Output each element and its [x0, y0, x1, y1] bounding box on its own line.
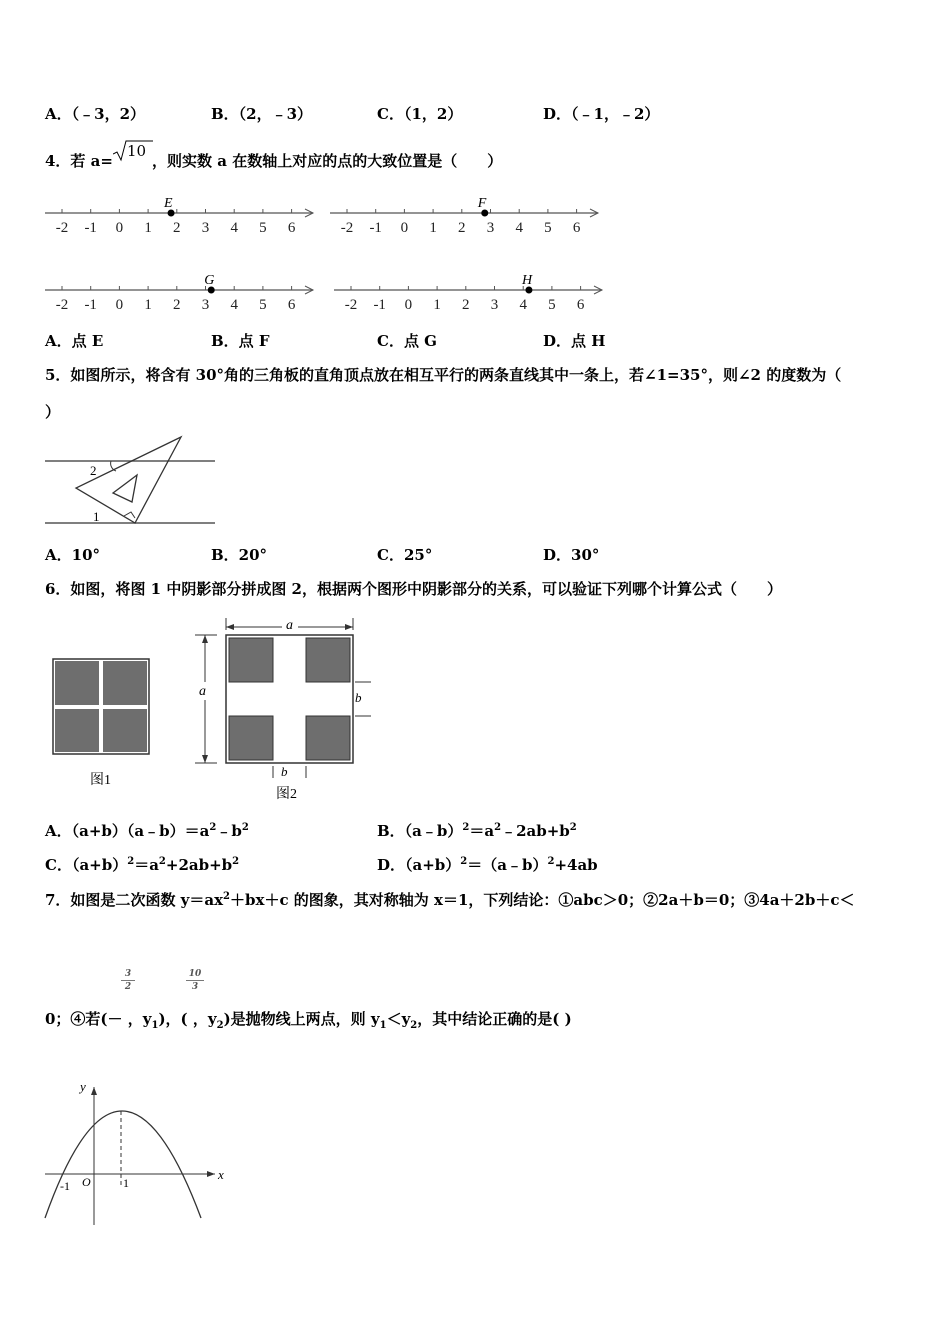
q4-option-d: D．点 H: [543, 332, 606, 350]
q6-option-b: B．$(a﹣b)^2=a^2﹣2ab+b^2$: [377, 822, 577, 840]
q7-stem-line1: 7．如图是二次函数 $y=ax^2+bx+c$ 的图象，其对称轴为 x＝1，下列结论：①abc＞0；②2a＋b＝0；③4a＋2b＋c＜: [45, 891, 855, 909]
fraction-10-3: $\frac{10}{3}$: [186, 968, 204, 993]
figure-2-top-dim-a: a: [286, 618, 293, 633]
sqrt-radicand: 10: [126, 142, 147, 160]
point-label-F: F: [477, 196, 487, 211]
number-line-tick-label: 2: [173, 297, 181, 313]
triangle-inner: [113, 475, 137, 502]
number-line-tick-label: 4: [519, 297, 527, 313]
q4-option-b: B．点 F: [211, 332, 270, 350]
number-line-tick-label: 3: [201, 297, 210, 313]
number-line-tick-label: -2: [55, 220, 69, 236]
number-line-tick-label: -2: [55, 297, 69, 313]
number-line-tick-label: 0: [115, 297, 124, 313]
figure-2-left-dim-a: a: [199, 684, 206, 699]
point-label-G: G: [204, 273, 215, 288]
q6-stem: 6．如图，将图 1 中阴影部分拼成图 2，根据两个图形中阴影部分的关系，可以验证下列哪个计算公式（ ）: [45, 580, 782, 598]
number-line-tick-label: 3: [486, 220, 495, 236]
number-line-tick-label: 0: [115, 220, 124, 236]
number-line-F: [330, 196, 598, 236]
number-line-tick-label: 6: [287, 297, 296, 313]
number-line-tick-label: 0: [400, 220, 409, 236]
number-line-tick-label: -1: [369, 220, 382, 236]
figure-2-caption: 图2: [276, 787, 297, 802]
q4-option-a: A．点 E: [45, 332, 104, 350]
figure-2-right-dim-b: b: [355, 690, 362, 705]
number-line-tick-label: 1: [144, 220, 152, 236]
number-line-tick-label: -2: [344, 297, 358, 313]
x-axis-label: x: [218, 1167, 224, 1182]
tick-label-neg1: -1: [60, 1179, 70, 1193]
q5-option-b: B．20°: [211, 546, 268, 564]
q6-option-a: A．$(a+b)(a﹣b)=a^2﹣b^2$: [45, 822, 249, 840]
number-line-tick-label: 4: [230, 297, 238, 313]
q6-option-d: D．$(a+b)^2=(a﹣b)^2+4ab$: [377, 856, 598, 874]
number-line-E: [45, 196, 313, 236]
number-line-tick-label: 3: [201, 220, 210, 236]
number-line-tick-label: 0: [404, 297, 413, 313]
number-line-tick-label: 1: [144, 297, 152, 313]
number-line-tick-label: 3: [490, 297, 499, 313]
number-line-H: [334, 273, 602, 313]
number-line-tick-label: -2: [340, 220, 354, 236]
number-line-tick-label: 2: [462, 297, 470, 313]
triangle-ruler-figure: [40, 430, 220, 530]
triangle-outer: [76, 437, 181, 523]
q5-option-c: C．25°: [377, 546, 433, 564]
x-axis-arrow-icon: [207, 1171, 215, 1177]
q4-option-c: C．点 G: [377, 332, 437, 350]
figure-1-caption: 图1: [90, 773, 111, 788]
fraction-3-2: $\frac{3}{2}$: [121, 968, 135, 993]
number-line-tick-label: -1: [84, 220, 97, 236]
figure-1: [53, 659, 149, 754]
number-line-tick-label: -1: [373, 297, 386, 313]
number-line-tick-label: 1: [429, 220, 437, 236]
number-line-tick-label: 2: [173, 220, 181, 236]
number-line-tick-label: 5: [259, 220, 267, 236]
q3-option-d: D．（﹣1，﹣2）: [543, 105, 660, 123]
number-line-tick-label: 4: [230, 220, 238, 236]
y-axis-label: y: [80, 1079, 86, 1094]
number-line-tick-label: 6: [572, 220, 581, 236]
q4-stem: [45, 142, 503, 171]
q7-stem-line2: 0；④若(－ ，$y_1$)，( ，$y_2$)是抛物线上两点，则 $y_1<y_2$，其中结论正确的是( ): [45, 1010, 572, 1031]
origin-label: O: [82, 1175, 91, 1189]
point-label-E: E: [164, 196, 173, 211]
q5-stem-line2: ）: [45, 403, 61, 421]
number-line-tick-label: 4: [515, 220, 523, 236]
q3-option-c: C．（1，2）: [377, 105, 463, 123]
figure-2-bottom-dim-b: b: [281, 764, 288, 779]
parabola-curve: [45, 1111, 201, 1218]
square-figures: [45, 610, 385, 805]
q4-stem-prefix: 4．若 a=: [45, 152, 113, 170]
number-line-tick-label: 6: [576, 297, 585, 313]
number-line-tick-label: 1: [433, 297, 441, 313]
q5-stem-line1: 5．如图所示，将含有 30°角的三角板的直角顶点放在相互平行的两条直线其中一条上，若∠1=35°，则∠2 的度数为（: [45, 366, 842, 384]
tick-label-1: 1: [123, 1176, 129, 1190]
number-line-tick-label: 5: [544, 220, 552, 236]
point-label-H: H: [521, 273, 533, 288]
number-line-tick-label: 6: [287, 220, 296, 236]
q3-option-b: B．（2，﹣3）: [211, 105, 313, 123]
q4-stem-suffix: ，则实数 a 在数轴上对应的点的大致位置是（ ）: [152, 152, 503, 170]
parabola-graph: [40, 1075, 230, 1230]
q5-option-d: D．30°: [543, 546, 600, 564]
q6-option-c: C．$(a+b)^2=a^2+2ab+b^2$: [45, 856, 240, 874]
figure-2: [195, 618, 371, 779]
y-axis-arrow-icon: [91, 1087, 97, 1095]
number-line-tick-label: 2: [458, 220, 466, 236]
q5-option-a: A．10°: [45, 546, 101, 564]
number-line-G: [45, 273, 313, 313]
angle-2-label: 2: [90, 463, 97, 478]
number-line-tick-label: -1: [84, 297, 97, 313]
number-line-tick-label: 5: [259, 297, 267, 313]
q3-option-a: A．（﹣3，2）: [45, 105, 146, 123]
number-lines-figure: [0, 188, 620, 318]
sqrt-expression: [113, 142, 147, 160]
angle-1-label: 1: [93, 509, 100, 524]
number-line-tick-label: 5: [548, 297, 556, 313]
